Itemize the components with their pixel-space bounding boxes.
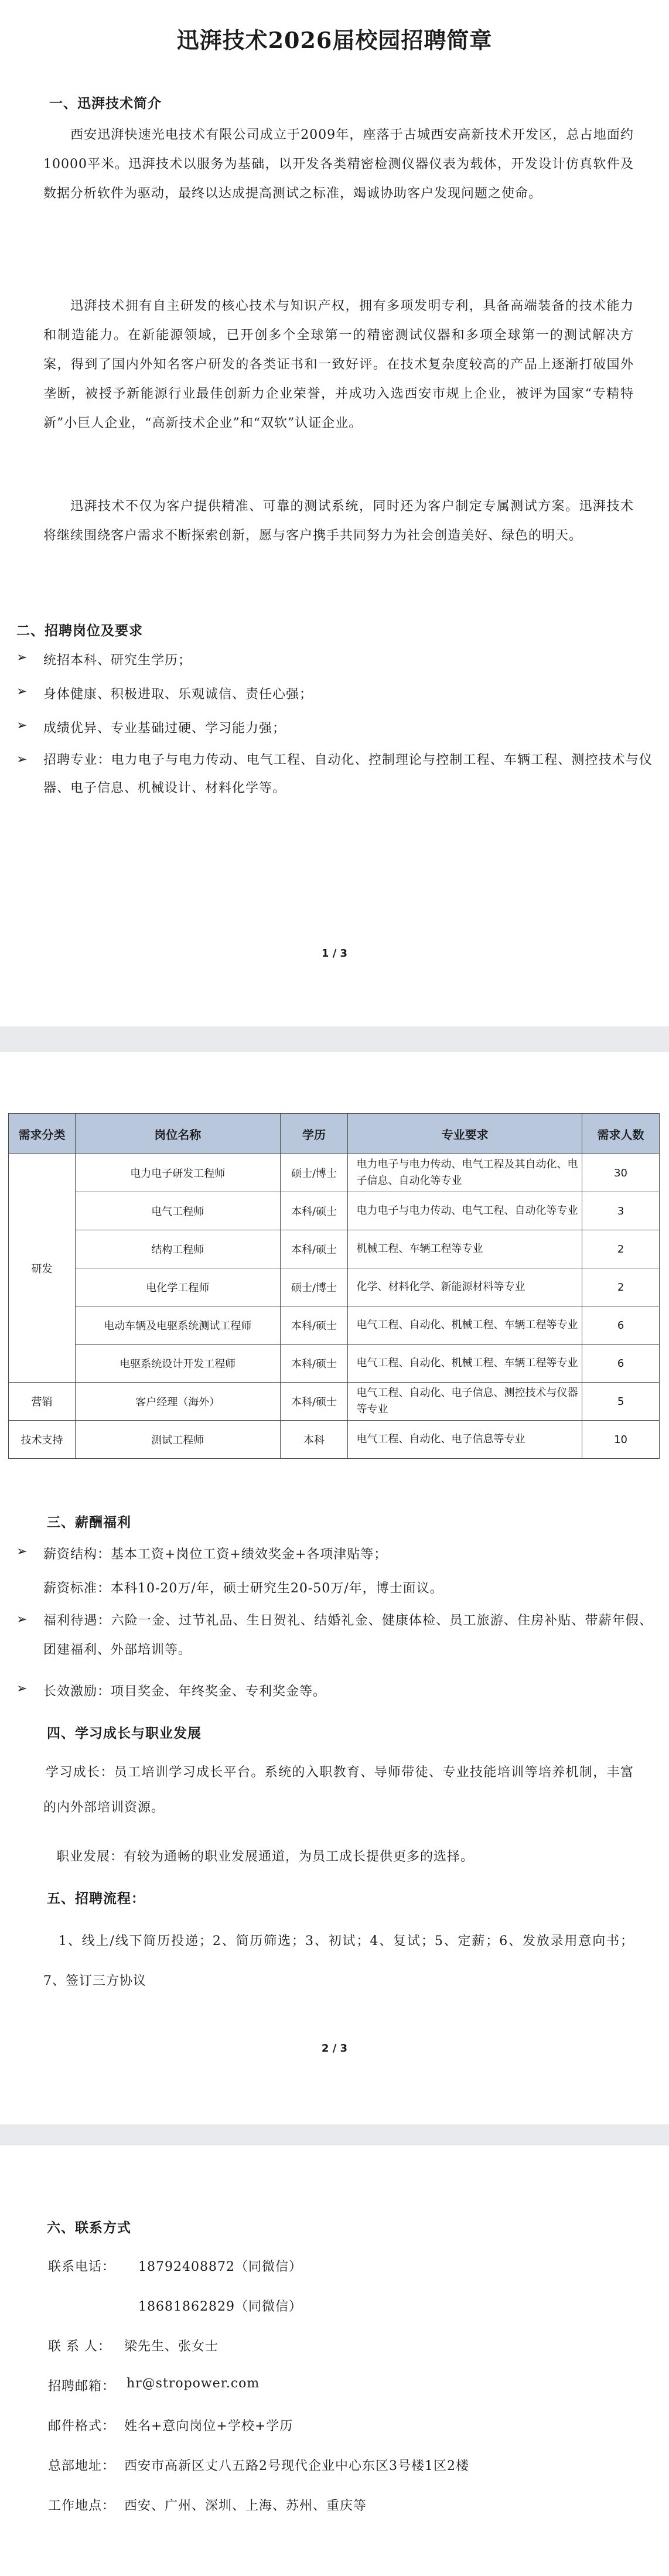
arrow-bullet-icon: ➢ <box>16 718 28 733</box>
education-cell: 本科 <box>280 1421 348 1459</box>
position-cell: 电力电子研发工程师 <box>75 1154 280 1192</box>
section-heading-salary: 三、薪酬福利 <box>47 1514 131 1530</box>
section-heading-process: 五、招聘流程： <box>47 1891 145 1906</box>
education-cell: 本科/硕士 <box>280 1383 348 1421</box>
count-cell: 3 <box>582 1192 660 1230</box>
section-heading-intro: 一、迅湃技术简介 <box>49 95 162 111</box>
table-header-cell: 专业要求 <box>348 1114 582 1154</box>
table-row <box>9 1306 660 1345</box>
table-header-cell: 学历 <box>280 1114 348 1154</box>
table-row <box>9 1421 660 1459</box>
major-cell: 电气工程、自动化、电子信息、测控技术与仪器等专业 <box>348 1383 582 1421</box>
major-cell: 电气工程、自动化、电子信息等专业 <box>348 1421 582 1459</box>
phone-number-1: 18792408872（同微信） <box>138 2260 302 2274</box>
section-heading-contact: 六、联系方式 <box>47 2220 131 2236</box>
table-header-cell: 需求分类 <box>9 1114 76 1154</box>
category-cell: 营销 <box>9 1383 76 1421</box>
education-cell: 本科/硕士 <box>280 1192 348 1230</box>
major-cell: 电气工程、自动化、机械工程、车辆工程等专业 <box>348 1306 582 1345</box>
address-label: 总部地址： <box>48 2459 116 2473</box>
intro-paragraph-2: 迅湃技术拥有自主研发的核心技术与知识产权，拥有多项发明专利，具备高端装备的技术能力和制造能力。在新能源领域，已开创多个全球第一的精密测试仪器和多项全球第一的测试解决方案，得到了国内外知名客户研发的各类证书和一致好评。在技术复杂度较高的产品上逐渐打破国外垄断，被授予新能源行业最佳创新力企业荣誉，并成功入选西安市规上企业，被评为国家“专精特新”小巨人企业，“高新技术企业”和“双软”认证企业。 <box>43 299 634 431</box>
major-cell: 电气工程、自动化、机械工程、车辆工程等专业 <box>348 1345 582 1383</box>
category-cell: 技术支持 <box>9 1421 76 1459</box>
count-cell: 30 <box>582 1154 660 1192</box>
table-row <box>9 1154 660 1192</box>
position-cell: 测试工程师 <box>75 1421 280 1459</box>
count-cell: 6 <box>582 1306 660 1345</box>
education-cell: 本科/硕士 <box>280 1306 348 1345</box>
position-cell: 结构工程师 <box>75 1230 280 1268</box>
page-number: 2 / 3 <box>321 2042 348 2055</box>
position-cell: 电化学工程师 <box>75 1268 280 1306</box>
table-row <box>9 1192 660 1230</box>
email-format-value: 姓名+意向岗位+学校+学历 <box>124 2419 293 2434</box>
process-paragraph: 1、线上/线下简历投递；2、简历筛选；3、初试；4、复试；5、定薪；6、发放录用意向书；7、签订三方协议 <box>43 1934 634 1988</box>
table-row <box>9 1268 660 1306</box>
count-cell: 10 <box>582 1421 660 1459</box>
table-row <box>9 1345 660 1383</box>
major-cell: 电力电子与电力传动、电气工程、自动化等专业 <box>348 1192 582 1230</box>
page-1: 迅湃技术2026届校园招聘简章 一、迅湃技术简介 西安迅湃快速光电技术有限公司成立于2009年，座落于古城西安高新技术开发区，总占地面约10000平米。迅湃技术以服务为基础，以开发各类精密检测仪器仪表为载体，开发设计仿真软件及数据分析软件为驱动，最终以达成提高测试之标准，竭诚协助客户发现问题之使命。 迅湃技术拥有自主研发的核心技术与知识产权，拥有多项发明专利，具备高端装备的技术能力和制造能力。在新能源领域，已开创多个全球第一的精密测试仪器和多项全球第一的测试解决方案，得到了国内外知名客户研发的各类证书和一致好评。在技术复杂度较高的产品上逐渐打破国外垄断，被授予新能源行业最佳创新力企业荣誉，并成功入选西安市规上企业，被评为国家“专精特新”小巨人企业，“高新技术企业”和“双软”认证企业。 迅湃技术不仅为客户提供精准、可靠的测试系统，同时还为客户制定专属测试方案。迅湃技术将继续围绕客户需求不断探索创新，愿与客户携手共同努力为社会创造美好、绿色的明天。 二、招聘岗位及要求 ➢ 统招本科、研究生学历； ➢ 身体健康、积极进取、乐观诚信、责任心强； ➢ 成绩优异、专业基础过硬、学习能力强； ➢ 招聘专业：电力电子与电力传动、电气工程、自动化、控制理论与控制工程、车辆工程、测控技术与仪器、电子信息、机械设计、材料化学等。 1 / 3 <box>0 0 669 1026</box>
table-header-cell: 岗位名称 <box>75 1114 280 1154</box>
category-cell: 研发 <box>9 1154 76 1383</box>
email-value[interactable]: hr@stropower.com <box>127 2376 260 2391</box>
education-cell: 本科/硕士 <box>280 1345 348 1383</box>
arrow-bullet-icon: ➢ <box>16 684 28 699</box>
education-cell: 硕士/博士 <box>280 1154 348 1192</box>
arrow-bullet-icon: ➢ <box>16 1681 28 1696</box>
section-heading-growth: 四、学习成长与职业发展 <box>47 1725 202 1741</box>
page-number: 1 / 3 <box>321 947 348 960</box>
positions-table <box>8 1113 660 1459</box>
position-cell: 电气工程师 <box>75 1192 280 1230</box>
page-separator <box>0 2124 669 2145</box>
count-cell: 2 <box>582 1268 660 1306</box>
education-cell: 硕士/博士 <box>280 1268 348 1306</box>
position-cell: 客户经理（海外） <box>75 1383 280 1421</box>
document-title: 迅湃技术2026届校园招聘简章 <box>176 27 493 53</box>
table-row <box>9 1383 660 1421</box>
major-cell: 化学、材料化学、新能源材料等专业 <box>348 1268 582 1306</box>
count-cell: 6 <box>582 1345 660 1383</box>
arrow-bullet-icon: ➢ <box>16 650 28 665</box>
count-cell: 5 <box>582 1383 660 1421</box>
intro-paragraph-3: 迅湃技术不仅为客户提供精准、可靠的测试系统，同时还为客户制定专属测试方案。迅湃技术将继续围绕客户需求不断探索创新，愿与客户携手共同努力为社会创造美好、绿色的明天。 <box>43 499 634 543</box>
address-value: 西安市高新区丈八五路2号现代企业中心东区3号楼1区2楼 <box>124 2459 469 2473</box>
count-cell: 2 <box>582 1230 660 1268</box>
contact-value: 梁先生、张女士 <box>124 2339 219 2354</box>
table-header-row <box>9 1114 660 1154</box>
arrow-bullet-icon: ➢ <box>16 752 28 767</box>
career-paragraph: 职业发展：有较为通畅的职业发展通道，为员工成长提供更多的选择。 <box>56 1850 475 1864</box>
salary-standard: 薪资标准：本科10-20万/年，硕士研究生20-50万/年，博士面议。 <box>43 1581 443 1596</box>
phone-number-2: 18681862829（同微信） <box>138 2299 302 2314</box>
arrow-bullet-icon: ➢ <box>16 1612 28 1627</box>
table-header-cell: 需求人数 <box>582 1114 660 1154</box>
email-label: 招聘邮箱： <box>48 2379 116 2394</box>
education-cell: 本科/硕士 <box>280 1230 348 1268</box>
welfare-item: ➢ 福利待遇：六险一金、过节礼品、生日贺礼、结婚礼金、健康体检、员工旅游、住房补贴、带薪年假、团建福利、外部培训等。 <box>16 1612 653 1657</box>
work-location-label: 工作地点： <box>48 2499 116 2513</box>
requirement-item: ➢ 招聘专业：电力电子与电力传动、电气工程、自动化、控制理论与控制工程、车辆工程、测控技术与仪器、电子信息、机械设计、材料化学等。 <box>16 752 653 796</box>
work-location-value: 西安、广州、深圳、上海、苏州、重庆等 <box>124 2499 367 2513</box>
email-format-label: 邮件格式： <box>48 2419 116 2434</box>
table-row <box>9 1230 660 1268</box>
learning-paragraph: 学习成长：员工培训学习成长平台。系统的入职教育、导师带徒、专业技能培训等培养机制，丰富的内外部培训资源。 <box>43 1765 634 1815</box>
page-separator <box>0 1026 669 1052</box>
page-3 <box>0 2145 669 2576</box>
position-cell: 电驱系统设计开发工程师 <box>75 1345 280 1383</box>
major-cell: 机械工程、车辆工程等专业 <box>348 1230 582 1268</box>
intro-paragraph-1: 西安迅湃快速光电技术有限公司成立于2009年，座落于古城西安高新技术开发区，总占地面约10000平米。迅湃技术以服务为基础，以开发各类精密检测仪器仪表为载体，开发设计仿真软件及数据分析软件为驱动，最终以达成提高测试之标准，竭诚协助客户发现问题之使命。 <box>43 128 634 201</box>
contact-label: 联 系 人： <box>48 2339 111 2354</box>
phone-label: 联系电话： <box>48 2260 116 2274</box>
arrow-bullet-icon: ➢ <box>16 1544 28 1559</box>
section-heading-positions: 二、招聘岗位及要求 <box>16 623 143 639</box>
major-cell: 电力电子与电力传动、电气工程及其自动化、电子信息、自动化等专业 <box>348 1154 582 1192</box>
position-cell: 电动车辆及电驱系统测试工程师 <box>75 1306 280 1345</box>
